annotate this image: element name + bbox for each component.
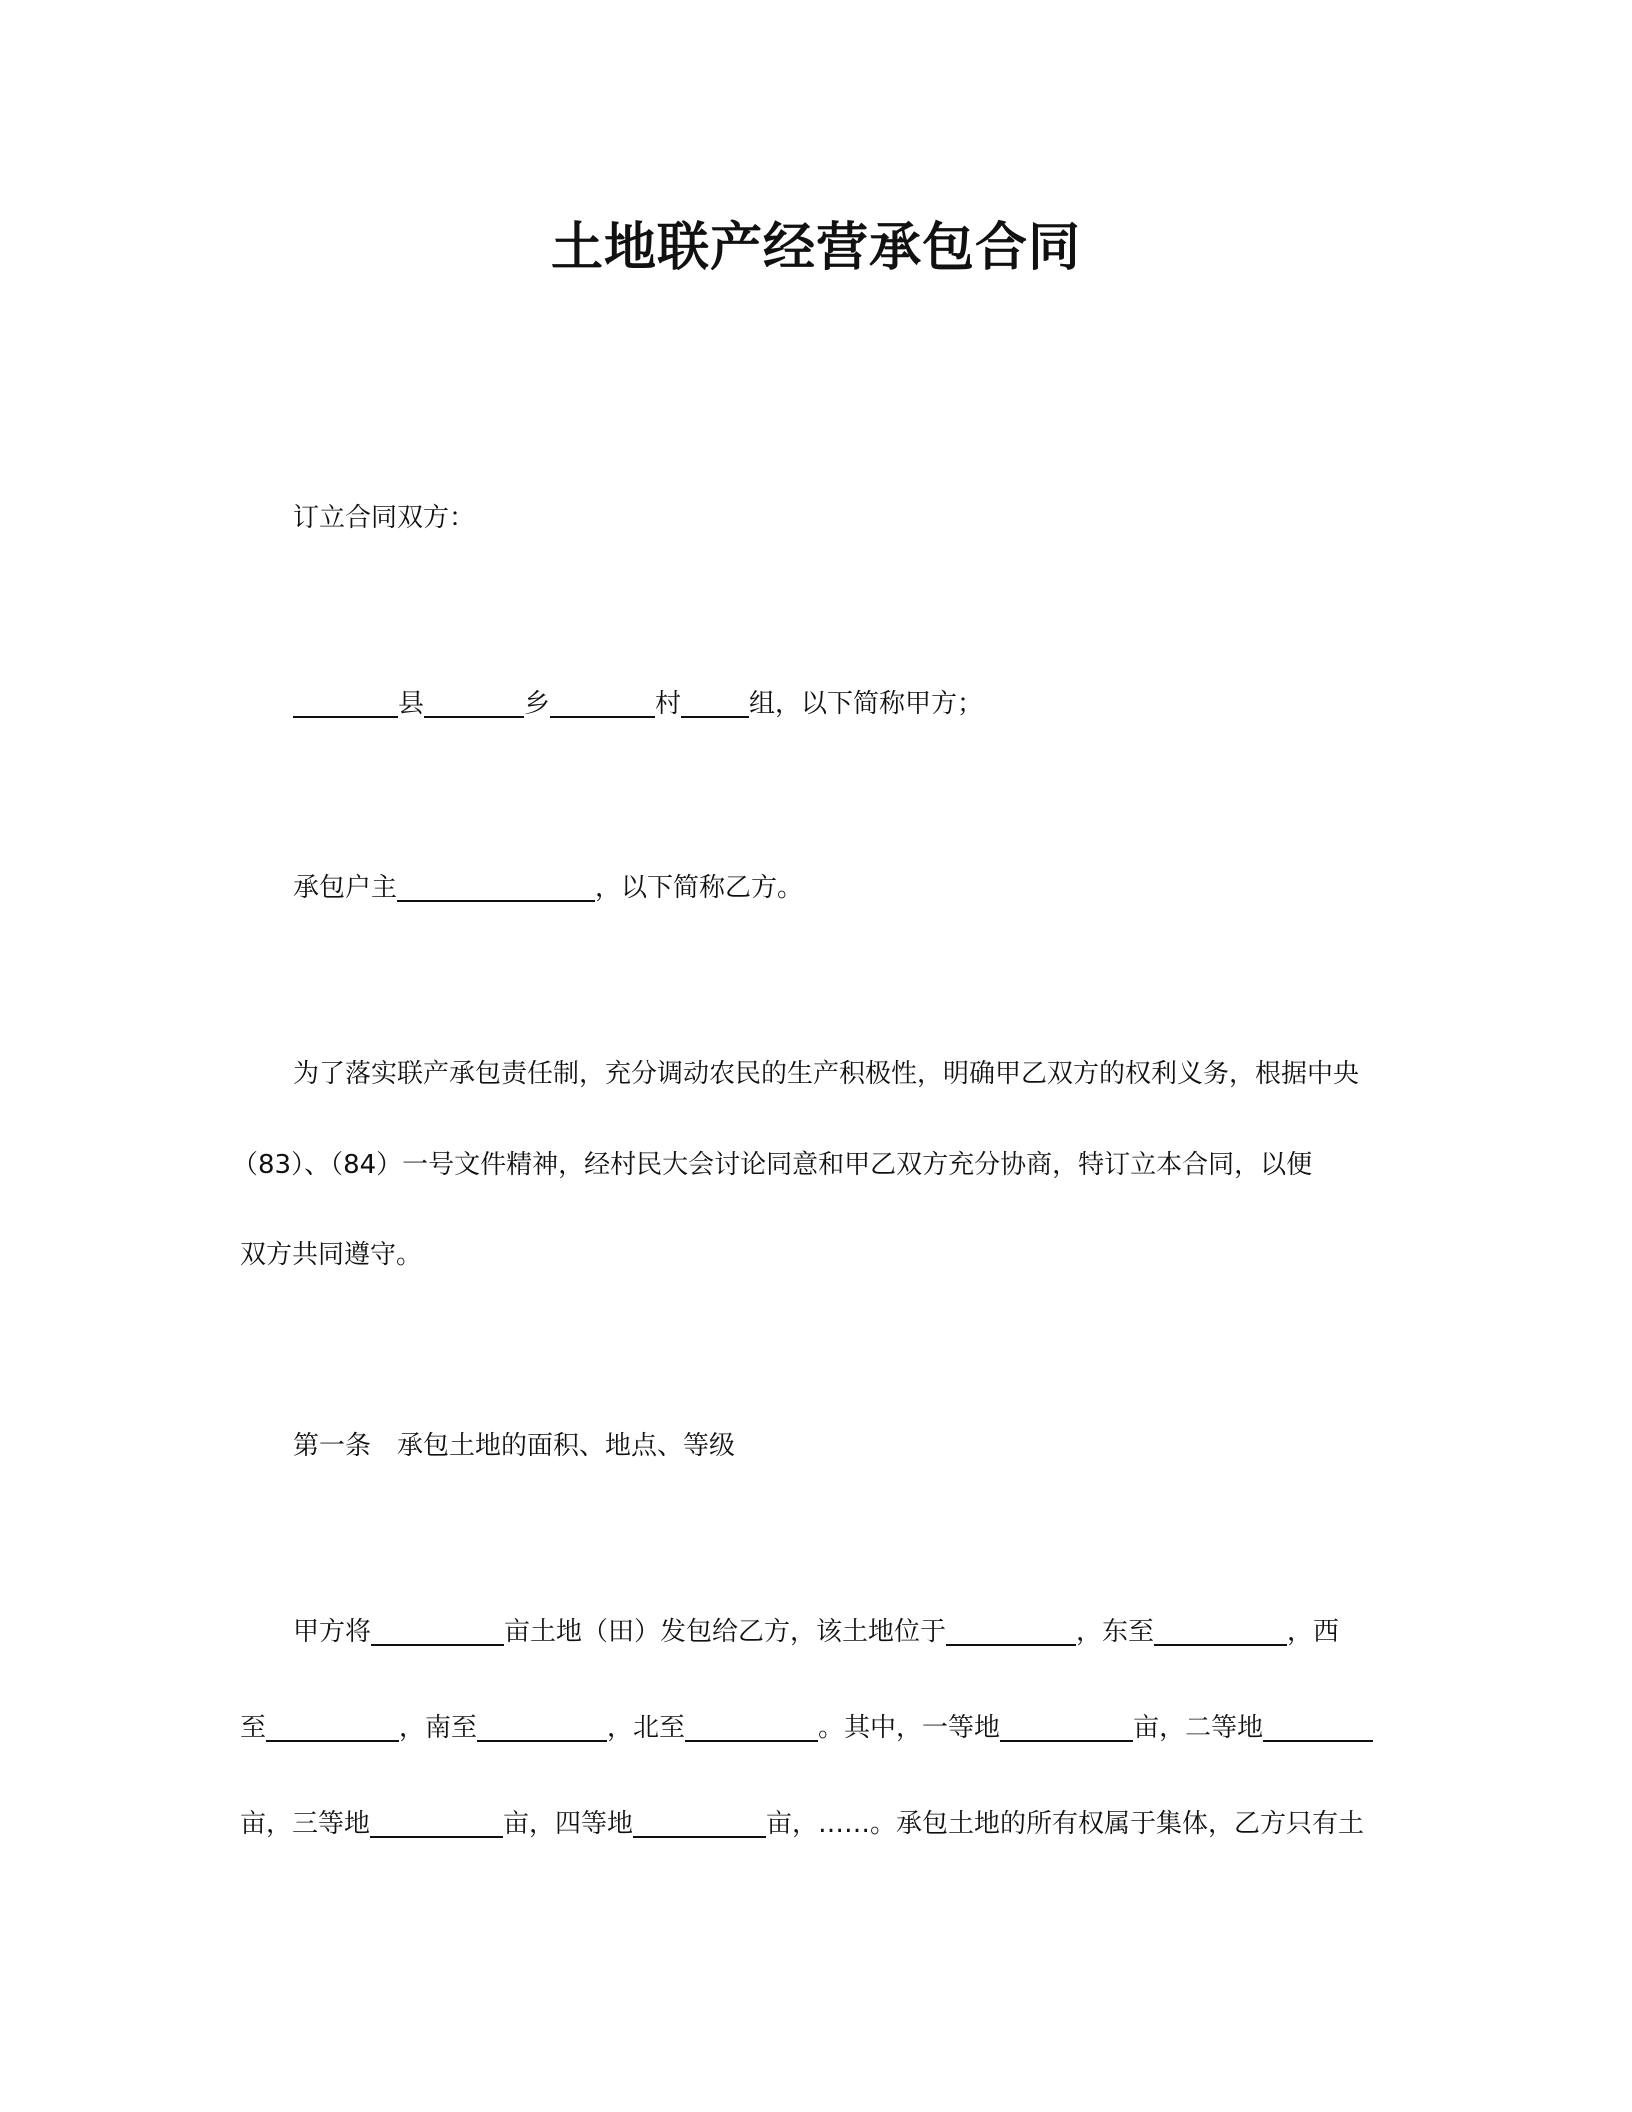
article-1-line-1 <box>293 1614 1339 1650</box>
article-1-text: 亩，二等地 <box>1133 1713 1264 1743</box>
grade-2-area-blank[interactable] <box>1263 1710 1373 1742</box>
article-1-text: 亩，……。承包土地的所有权属于集体，乙方只有土 <box>766 1809 1365 1839</box>
article-1-title: 承包土地的面积、地点、等级 <box>397 1431 736 1461</box>
location-blank[interactable] <box>946 1614 1076 1646</box>
article-1-text: 亩土地（田）发包给乙方，该土地位于 <box>504 1617 947 1647</box>
article-1-text: 亩，四等地 <box>503 1809 634 1839</box>
village-blank[interactable] <box>550 686 655 718</box>
preamble-line-2: （83）、（84）一号文件精神，经村民大会讨论同意和甲乙双方充分协商，特订立本合同，以便 <box>232 1150 1313 1180</box>
article-1-text: ，东至 <box>1076 1617 1155 1647</box>
household-head-blank[interactable] <box>397 870 595 902</box>
south-boundary-blank[interactable] <box>477 1710 607 1742</box>
group-suffix: 组，以下简称甲方； <box>749 689 984 719</box>
article-1-text: ，南至 <box>399 1713 478 1743</box>
preamble-line-3: 双方共同遵守。 <box>240 1240 423 1270</box>
east-boundary-blank[interactable] <box>1154 1614 1287 1646</box>
party-b-prefix: 承包户主 <box>293 873 398 903</box>
village-label: 村 <box>655 689 682 719</box>
article-1-text: ，西 <box>1287 1617 1340 1647</box>
township-blank[interactable] <box>424 686 524 718</box>
preamble-line-1: 为了落实联产承包责任制，充分调动农民的生产积极性，明确甲乙双方的权利义务，根据中央 <box>293 1059 1360 1089</box>
article-1-heading <box>293 1428 735 1464</box>
article-1-number: 第一条 <box>293 1431 372 1461</box>
article-1-text: 。其中，一等地 <box>818 1713 1001 1743</box>
township-label: 乡 <box>524 689 551 719</box>
party-b-line <box>293 870 803 906</box>
article-1-line-3 <box>240 1806 1364 1842</box>
west-boundary-blank[interactable] <box>266 1710 399 1742</box>
article-1-text: 亩，三等地 <box>240 1809 371 1839</box>
party-b-suffix: ，以下简称乙方。 <box>595 873 804 903</box>
article-1-text: 至 <box>240 1713 267 1743</box>
grade-3-area-blank[interactable] <box>370 1806 503 1838</box>
article-1-text: 甲方将 <box>293 1617 372 1647</box>
county-label: 县 <box>398 689 425 719</box>
grade-1-area-blank[interactable] <box>1000 1710 1133 1742</box>
article-1-text: ，北至 <box>607 1713 686 1743</box>
north-boundary-blank[interactable] <box>685 1710 818 1742</box>
parties-heading: 订立合同双方： <box>293 503 476 533</box>
document-title: 土地联产经营承包合同 <box>550 218 1081 278</box>
group-blank[interactable] <box>681 686 749 718</box>
grade-4-area-blank[interactable] <box>633 1806 766 1838</box>
party-a-line <box>293 686 983 722</box>
county-blank[interactable] <box>293 686 398 718</box>
article-1-line-2 <box>240 1710 1373 1746</box>
total-area-blank[interactable] <box>371 1614 504 1646</box>
